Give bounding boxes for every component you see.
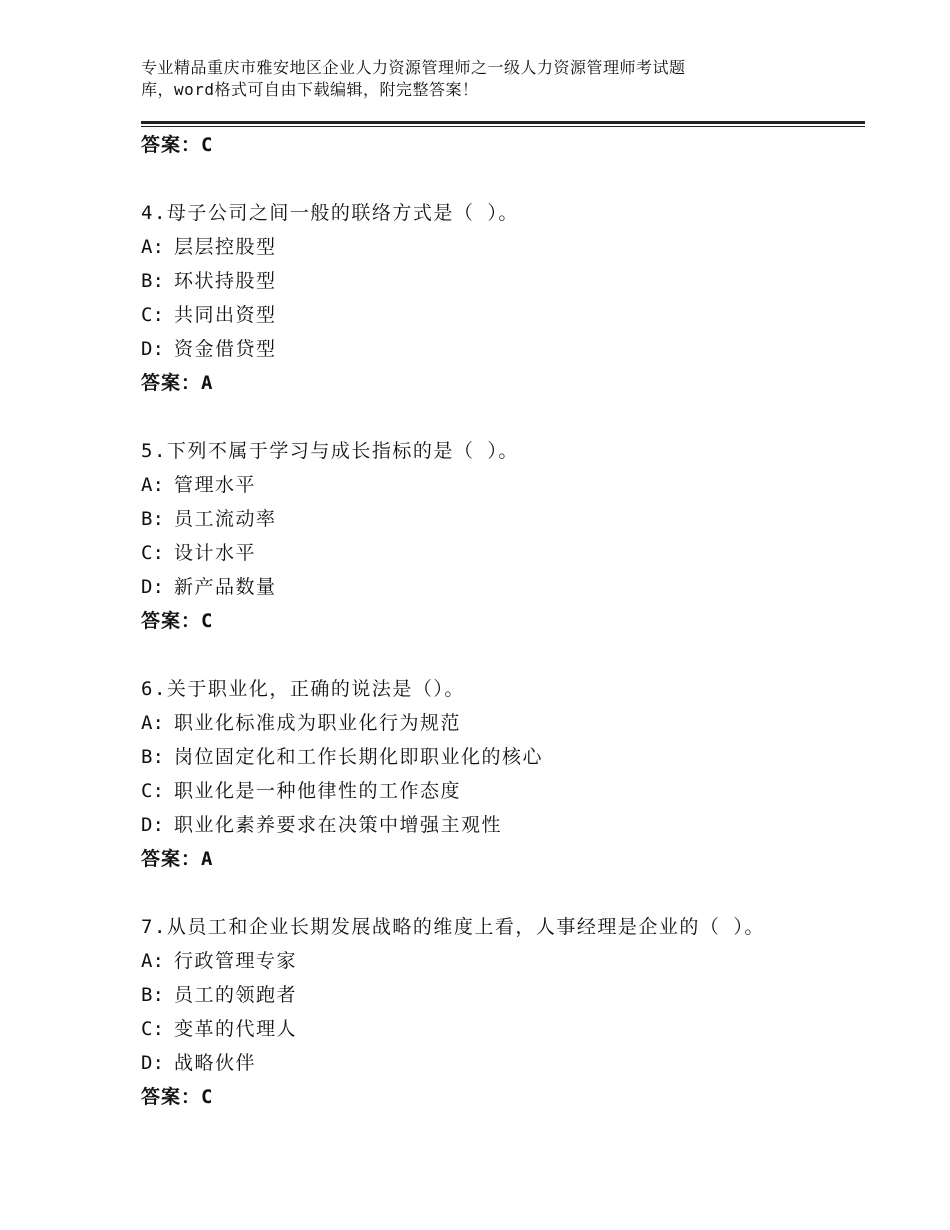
option: [141, 1012, 865, 1046]
question-stem: 5.下列不属于学习与成长指标的是（ ）。: [141, 440, 519, 462]
option: [141, 536, 865, 570]
header-line-2: 库，word格式可自由下载编辑，附完整答案！: [141, 80, 479, 99]
option: [141, 808, 865, 842]
answer: 答案：A: [141, 848, 214, 870]
question-block: [141, 434, 865, 638]
question-block: [141, 196, 865, 400]
option-text: 环状持股型: [174, 270, 277, 292]
option: [141, 298, 865, 332]
option-text: 共同出资型: [174, 304, 277, 326]
option-key: B:: [141, 508, 164, 530]
option-text: 职业化标准成为职业化行为规范: [174, 712, 462, 734]
answer: 答案：C: [141, 610, 214, 632]
option-text: 员工流动率: [174, 508, 277, 530]
document-header: [141, 57, 801, 101]
option: [141, 978, 865, 1012]
option: [141, 740, 865, 774]
option-key: C:: [141, 542, 164, 564]
header-line-1: 专业精品重庆市雅安地区企业人力资源管理师之一级人力资源管理师考试题: [141, 58, 686, 77]
option-text: 职业化是一种他律性的工作态度: [174, 780, 462, 802]
option-text: 行政管理专家: [174, 950, 298, 972]
option-key: C:: [141, 304, 164, 326]
option-text: 战略伙伴: [174, 1052, 257, 1074]
question-block: [141, 910, 865, 1114]
option-text: 设计水平: [174, 542, 257, 564]
option-key: C:: [141, 1018, 164, 1040]
option-key: A:: [141, 712, 164, 734]
option-text: 变革的代理人: [174, 1018, 298, 1040]
option-key: D:: [141, 1052, 164, 1074]
option-key: B:: [141, 270, 164, 292]
option: [141, 230, 865, 264]
option-key: A:: [141, 236, 164, 258]
question-stem: 4.母子公司之间一般的联络方式是（ ）。: [141, 202, 519, 224]
option: [141, 570, 865, 604]
option-text: 岗位固定化和工作长期化即职业化的核心: [174, 746, 544, 768]
option-text: 层层控股型: [174, 236, 277, 258]
option: [141, 468, 865, 502]
option: [141, 944, 865, 978]
option: [141, 264, 865, 298]
option: [141, 502, 865, 536]
option: [141, 706, 865, 740]
option: [141, 332, 865, 366]
option: [141, 1046, 865, 1080]
answer: 答案：C: [141, 1086, 214, 1108]
option-key: C:: [141, 780, 164, 802]
option-key: A:: [141, 474, 164, 496]
option-key: D:: [141, 338, 164, 360]
option-key: B:: [141, 984, 164, 1006]
option-key: D:: [141, 814, 164, 836]
previous-answer: 答案：C: [141, 134, 214, 156]
option-text: 新产品数量: [174, 576, 277, 598]
option-key: B:: [141, 746, 164, 768]
header-rule: [141, 121, 865, 127]
option-key: A:: [141, 950, 164, 972]
question-stem: 6.关于职业化，正确的说法是（）。: [141, 678, 465, 700]
question-list: [141, 128, 865, 1114]
option-text: 职业化素养要求在决策中增强主观性: [174, 814, 503, 836]
option-text: 管理水平: [174, 474, 257, 496]
option-key: D:: [141, 576, 164, 598]
question-stem: 7.从员工和企业长期发展战略的维度上看，人事经理是企业的（ ）。: [141, 916, 765, 938]
option: [141, 774, 865, 808]
question-block: [141, 672, 865, 876]
option-text: 资金借贷型: [174, 338, 277, 360]
answer: 答案：A: [141, 372, 214, 394]
option-text: 员工的领跑者: [174, 984, 298, 1006]
